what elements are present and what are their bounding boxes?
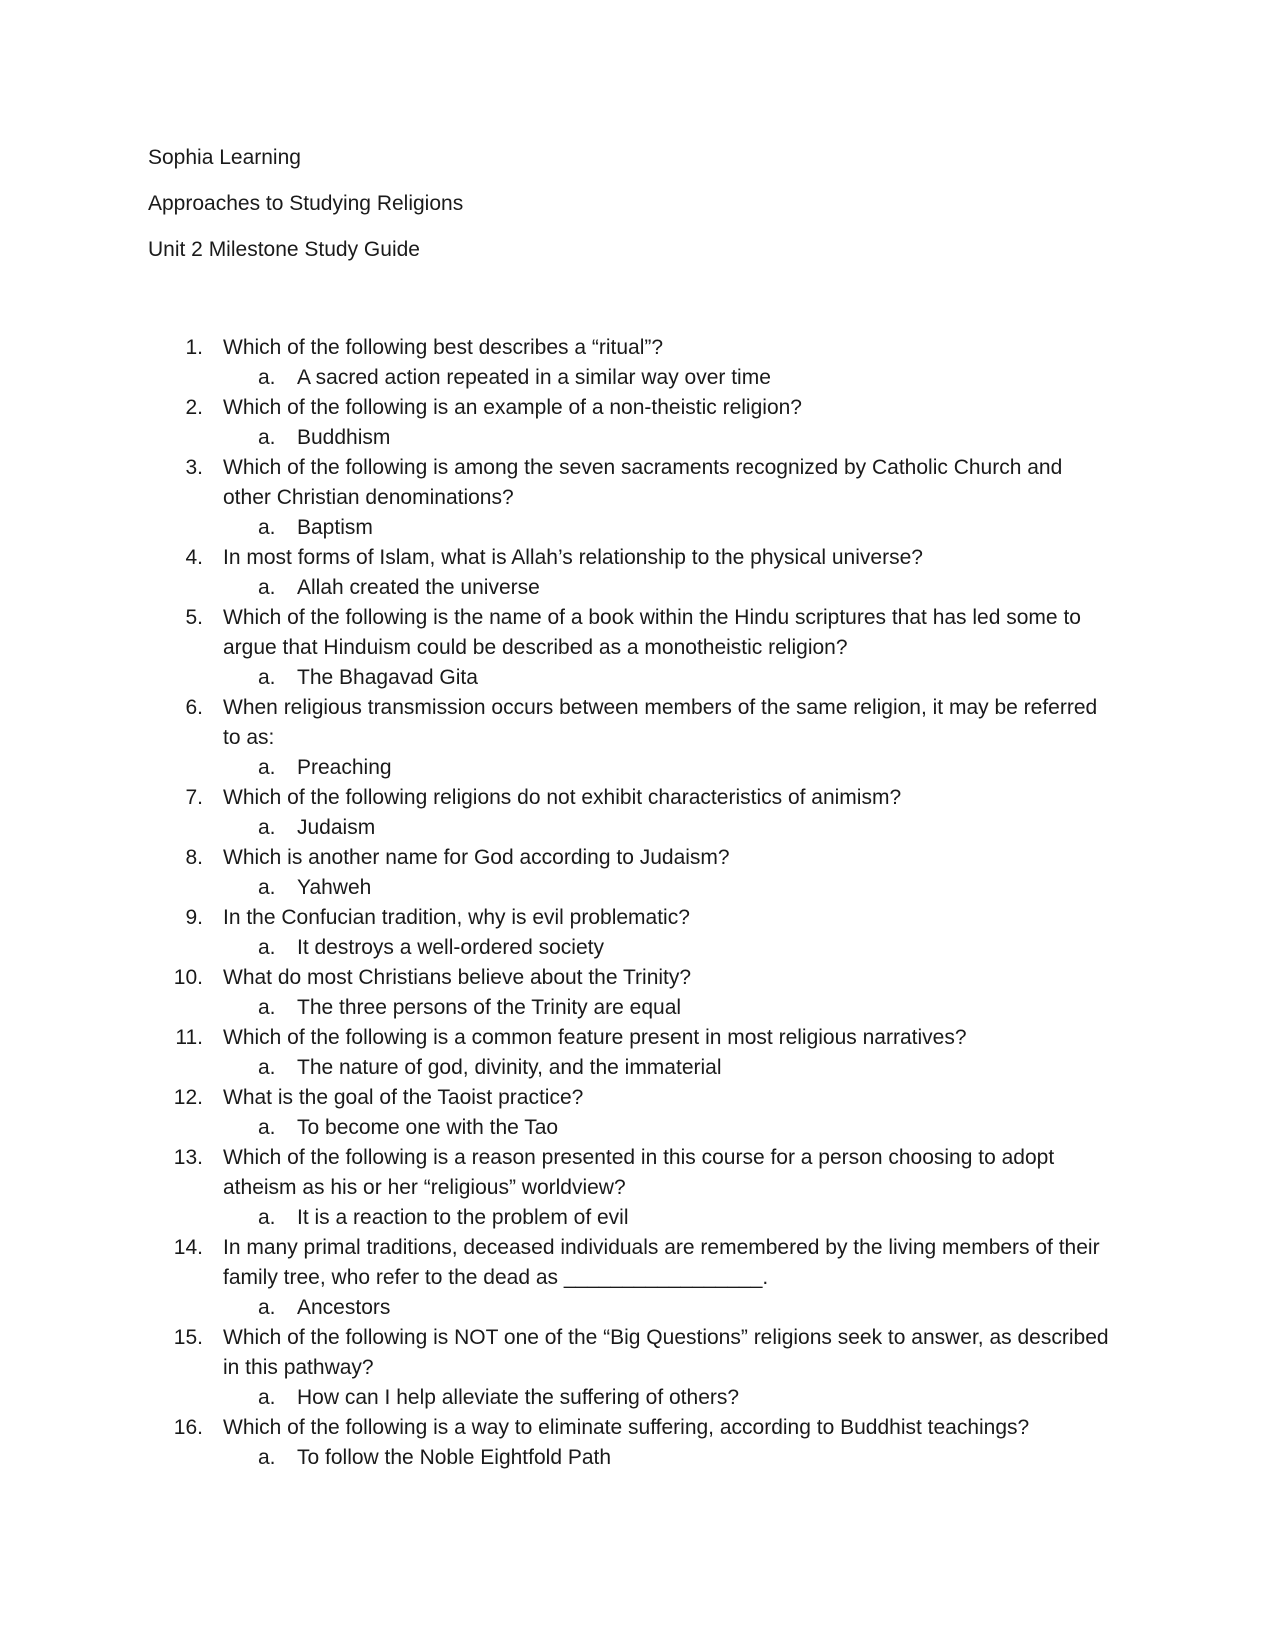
question-item xyxy=(0,393,1275,453)
organization-name: Sophia Learning xyxy=(148,146,301,169)
document-header xyxy=(148,146,463,284)
question-item xyxy=(0,693,1275,783)
answer-text: To become one with the Tao xyxy=(297,1116,559,1139)
question-text: In most forms of Islam, what is Allah’s relationship to the physical universe? xyxy=(223,546,923,569)
question-text: Which of the following religions do not exhibit characteristics of animism? xyxy=(223,786,902,809)
question-number: 16. xyxy=(173,1416,203,1439)
answer-marker: a. xyxy=(258,366,276,389)
question-item xyxy=(0,1413,1275,1473)
answer-marker: a. xyxy=(258,426,276,449)
question-item xyxy=(0,963,1275,1023)
answer-text: The three persons of the Trinity are equal xyxy=(297,996,682,1019)
answer-marker: a. xyxy=(258,666,276,689)
question-number: 2. xyxy=(185,396,203,419)
question-item xyxy=(0,603,1275,693)
answer-marker: a. xyxy=(258,576,276,599)
question-item xyxy=(0,903,1275,963)
question-text: In the Confucian tradition, why is evil problematic? xyxy=(223,906,690,929)
answer-marker: a. xyxy=(258,1206,276,1229)
question-text: Which of the following is NOT one of the “Big Questions” religions seek to answer, as described in this pathway? xyxy=(223,1326,1109,1379)
question-item xyxy=(0,1143,1275,1233)
answer-marker: a. xyxy=(258,1116,276,1139)
question-item xyxy=(0,453,1275,543)
question-number: 4. xyxy=(185,546,203,569)
question-item xyxy=(0,1323,1275,1413)
question-text: Which of the following is among the seven sacraments recognized by Catholic Church and other Christian denominations? xyxy=(223,456,1063,509)
question-text: What do most Christians believe about the Trinity? xyxy=(223,966,692,989)
question-item xyxy=(0,1083,1275,1143)
answer-text: To follow the Noble Eightfold Path xyxy=(297,1446,612,1469)
question-number: 15. xyxy=(173,1326,203,1349)
question-text: Which of the following is the name of a book within the Hindu scriptures that has led some to argue that Hinduism could be described as a monotheistic religion? xyxy=(223,606,1081,659)
answer-text: The nature of god, divinity, and the immaterial xyxy=(297,1056,722,1079)
course-title: Approaches to Studying Religions xyxy=(148,192,464,215)
question-item xyxy=(0,1233,1275,1323)
answer-marker: a. xyxy=(258,516,276,539)
answer-text: Allah created the universe xyxy=(297,576,540,599)
answer-text: A sacred action repeated in a similar way over time xyxy=(297,366,771,389)
question-text: Which of the following best describes a “ritual”? xyxy=(223,336,664,359)
answer-text: Baptism xyxy=(297,516,373,539)
question-number: 7. xyxy=(185,786,203,809)
answer-text: It destroys a well-ordered society xyxy=(297,936,604,959)
question-item xyxy=(0,333,1275,393)
question-number: 10. xyxy=(173,966,203,989)
answer-marker: a. xyxy=(258,816,276,839)
question-text: In many primal traditions, deceased individuals are remembered by the living members of their family tree, who refer to the dead as _________________. xyxy=(223,1236,1100,1289)
answer-text: Yahweh xyxy=(297,876,372,899)
question-number: 14. xyxy=(173,1236,203,1259)
question-list xyxy=(0,333,1275,1473)
answer-text: Ancestors xyxy=(297,1296,391,1319)
question-text: Which of the following is a reason presented in this course for a person choosing to adopt atheism as his or her “religious” worldview? xyxy=(223,1146,1055,1199)
question-number: 8. xyxy=(185,846,203,869)
question-number: 5. xyxy=(185,606,203,629)
question-number: 11. xyxy=(175,1026,203,1049)
question-item xyxy=(0,843,1275,903)
answer-text: How can I help alleviate the suffering of others? xyxy=(297,1386,740,1409)
question-number: 9. xyxy=(185,906,203,929)
question-item xyxy=(0,783,1275,843)
question-text: Which of the following is a common feature present in most religious narratives? xyxy=(223,1026,967,1049)
question-text: Which of the following is an example of a non-theistic religion? xyxy=(223,396,802,419)
answer-marker: a. xyxy=(258,876,276,899)
question-item xyxy=(0,543,1275,603)
answer-marker: a. xyxy=(258,996,276,1019)
question-item xyxy=(0,1023,1275,1083)
question-text: When religious transmission occurs between members of the same religion, it may be referred to as: xyxy=(223,696,1098,749)
answer-text: It is a reaction to the problem of evil xyxy=(297,1206,629,1229)
question-number: 3. xyxy=(185,456,203,479)
answer-text: The Bhagavad Gita xyxy=(297,666,478,689)
answer-marker: a. xyxy=(258,936,276,959)
answer-marker: a. xyxy=(258,1296,276,1319)
question-number: 1. xyxy=(185,336,203,359)
question-text: Which is another name for God according to Judaism? xyxy=(223,846,730,869)
answer-marker: a. xyxy=(258,1446,276,1469)
answer-marker: a. xyxy=(258,1056,276,1079)
document-title: Unit 2 Milestone Study Guide xyxy=(148,238,420,261)
question-number: 6. xyxy=(185,696,203,719)
answer-marker: a. xyxy=(258,756,276,779)
answer-text: Buddhism xyxy=(297,426,391,449)
question-number: 13. xyxy=(173,1146,203,1169)
answer-text: Judaism xyxy=(297,816,376,839)
question-text: Which of the following is a way to eliminate suffering, according to Buddhist teachings? xyxy=(223,1416,1030,1439)
answer-text: Preaching xyxy=(297,756,392,779)
answer-marker: a. xyxy=(258,1386,276,1409)
question-number: 12. xyxy=(173,1086,203,1109)
question-text: What is the goal of the Taoist practice? xyxy=(223,1086,584,1109)
